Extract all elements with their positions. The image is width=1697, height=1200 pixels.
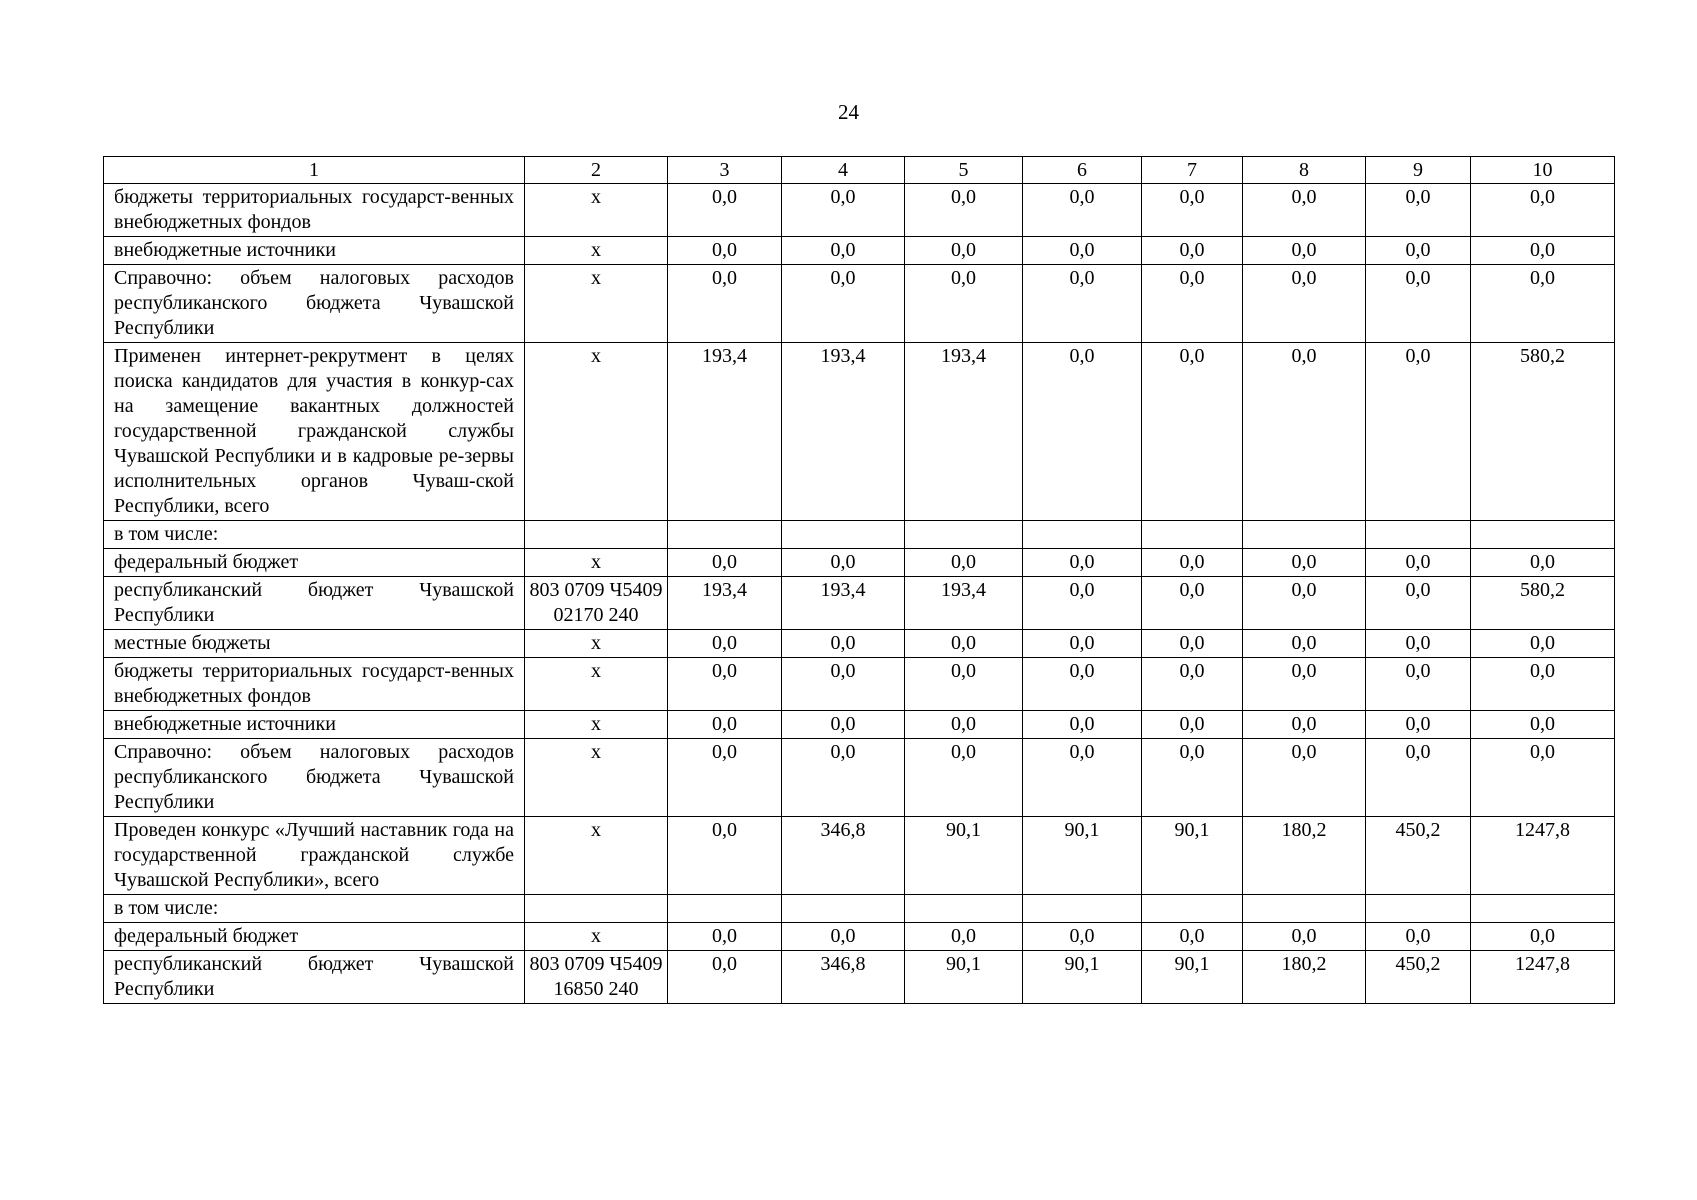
- value-cell: 0,0: [782, 630, 905, 658]
- value-cell: 0,0: [668, 951, 782, 1004]
- value-cell: 346,8: [782, 951, 905, 1004]
- value-cell: 193,4: [668, 343, 782, 521]
- column-number: 7: [1142, 157, 1243, 184]
- value-cell: 0,0: [782, 711, 905, 739]
- table-row: [104, 895, 1615, 923]
- value-cell: 0,0: [1023, 630, 1142, 658]
- value-cell: 193,4: [905, 577, 1023, 630]
- value-cell: [1366, 895, 1471, 923]
- table-row: [104, 521, 1615, 549]
- value-cell: 0,0: [1243, 711, 1366, 739]
- column-number: 5: [905, 157, 1023, 184]
- value-cell: 0,0: [905, 184, 1023, 237]
- budget-code-cell: x: [525, 343, 668, 521]
- table-row: [104, 951, 1615, 1004]
- table-row: [104, 658, 1615, 711]
- value-cell: [1366, 521, 1471, 549]
- value-cell: 0,0: [1142, 549, 1243, 577]
- column-number: 6: [1023, 157, 1142, 184]
- value-cell: 0,0: [782, 739, 905, 817]
- budget-code-cell: x: [525, 711, 668, 739]
- value-cell: [905, 521, 1023, 549]
- value-cell: 0,0: [1023, 577, 1142, 630]
- value-cell: 90,1: [1142, 817, 1243, 895]
- value-cell: 0,0: [1142, 343, 1243, 521]
- value-cell: 0,0: [1023, 711, 1142, 739]
- table-row: [104, 343, 1615, 521]
- value-cell: 0,0: [1142, 184, 1243, 237]
- row-name-cell: Проведен конкурс «Лучший наставник года на государственной гражданской службе Чувашской Республики», всего: [104, 817, 525, 895]
- row-name-cell: федеральный бюджет: [104, 549, 525, 577]
- value-cell: [668, 895, 782, 923]
- value-cell: 0,0: [1471, 739, 1615, 817]
- value-cell: 0,0: [1142, 658, 1243, 711]
- value-cell: 0,0: [905, 265, 1023, 343]
- budget-code-cell: 803 0709 Ч540902170 240: [525, 577, 668, 630]
- budget-code-cell: x: [525, 237, 668, 265]
- column-number: 3: [668, 157, 782, 184]
- value-cell: 0,0: [905, 739, 1023, 817]
- budget-code-cell: 803 0709 Ч540916850 240: [525, 951, 668, 1004]
- column-number: 2: [525, 157, 668, 184]
- value-cell: 0,0: [1366, 739, 1471, 817]
- value-cell: [668, 521, 782, 549]
- value-cell: 580,2: [1471, 577, 1615, 630]
- value-cell: [782, 895, 905, 923]
- value-cell: [1471, 521, 1615, 549]
- value-cell: 0,0: [668, 237, 782, 265]
- budget-code-cell: x: [525, 265, 668, 343]
- value-cell: 0,0: [905, 630, 1023, 658]
- value-cell: 580,2: [1471, 343, 1615, 521]
- value-cell: 0,0: [1023, 237, 1142, 265]
- budget-code-cell: x: [525, 184, 668, 237]
- budget-code-cell: x: [525, 549, 668, 577]
- value-cell: 0,0: [905, 711, 1023, 739]
- budget-code-cell: x: [525, 923, 668, 951]
- value-cell: 0,0: [1471, 237, 1615, 265]
- value-cell: [905, 895, 1023, 923]
- value-cell: 450,2: [1366, 951, 1471, 1004]
- value-cell: 90,1: [1023, 951, 1142, 1004]
- value-cell: 0,0: [1023, 549, 1142, 577]
- value-cell: [1243, 895, 1366, 923]
- value-cell: 0,0: [1243, 184, 1366, 237]
- value-cell: 0,0: [782, 658, 905, 711]
- value-cell: 0,0: [1243, 577, 1366, 630]
- value-cell: 0,0: [1366, 711, 1471, 739]
- value-cell: 0,0: [782, 265, 905, 343]
- value-cell: 0,0: [668, 265, 782, 343]
- row-name-cell: в том числе:: [104, 521, 525, 549]
- value-cell: 0,0: [1023, 658, 1142, 711]
- table-row: [104, 265, 1615, 343]
- value-cell: 90,1: [1142, 951, 1243, 1004]
- value-cell: 0,0: [1023, 265, 1142, 343]
- value-cell: 0,0: [1243, 923, 1366, 951]
- value-cell: 193,4: [782, 577, 905, 630]
- value-cell: 0,0: [1142, 630, 1243, 658]
- value-cell: 0,0: [1023, 923, 1142, 951]
- row-name-cell: в том числе:: [104, 895, 525, 923]
- table-row: [104, 577, 1615, 630]
- value-cell: 0,0: [1471, 923, 1615, 951]
- budget-code-cell: x: [525, 630, 668, 658]
- value-cell: 0,0: [1142, 577, 1243, 630]
- table-row: [104, 923, 1615, 951]
- value-cell: 0,0: [1142, 237, 1243, 265]
- value-cell: 0,0: [668, 549, 782, 577]
- row-name-cell: федеральный бюджет: [104, 923, 525, 951]
- value-cell: 0,0: [1366, 577, 1471, 630]
- value-cell: 0,0: [1366, 237, 1471, 265]
- value-cell: 0,0: [1023, 343, 1142, 521]
- value-cell: 0,0: [1243, 237, 1366, 265]
- value-cell: 0,0: [1471, 630, 1615, 658]
- value-cell: 0,0: [905, 923, 1023, 951]
- row-name-cell: местные бюджеты: [104, 630, 525, 658]
- row-name-cell: бюджеты территориальных государст-венных внебюджетных фондов: [104, 658, 525, 711]
- value-cell: 0,0: [782, 184, 905, 237]
- row-name-cell: Справочно: объем налоговых расходов республиканского бюджета Чувашской Республики: [104, 739, 525, 817]
- value-cell: [1142, 895, 1243, 923]
- row-name-cell: Справочно: объем налоговых расходов республиканского бюджета Чувашской Республики: [104, 265, 525, 343]
- value-cell: 193,4: [782, 343, 905, 521]
- column-number: 8: [1243, 157, 1366, 184]
- value-cell: 0,0: [668, 184, 782, 237]
- value-cell: [1471, 895, 1615, 923]
- value-cell: 0,0: [905, 549, 1023, 577]
- value-cell: [1142, 521, 1243, 549]
- value-cell: 0,0: [1243, 630, 1366, 658]
- value-cell: 0,0: [668, 923, 782, 951]
- value-cell: 0,0: [1471, 658, 1615, 711]
- value-cell: 1247,8: [1471, 951, 1615, 1004]
- value-cell: 0,0: [1023, 739, 1142, 817]
- row-name-cell: внебюджетные источники: [104, 711, 525, 739]
- value-cell: 0,0: [1243, 658, 1366, 711]
- value-cell: 90,1: [1023, 817, 1142, 895]
- value-cell: 0,0: [1142, 711, 1243, 739]
- value-cell: 0,0: [1023, 184, 1142, 237]
- row-name-cell: республиканский бюджет Чувашской Республики: [104, 951, 525, 1004]
- value-cell: 0,0: [1471, 184, 1615, 237]
- table-row: [104, 739, 1615, 817]
- budget-code-cell: x: [525, 658, 668, 711]
- column-number: 4: [782, 157, 905, 184]
- column-number-row: [104, 157, 1615, 184]
- value-cell: 0,0: [1243, 739, 1366, 817]
- value-cell: 180,2: [1243, 951, 1366, 1004]
- value-cell: 0,0: [668, 630, 782, 658]
- budget-code-cell: [525, 521, 668, 549]
- value-cell: 0,0: [1471, 265, 1615, 343]
- column-number: 1: [104, 157, 525, 184]
- value-cell: 0,0: [782, 237, 905, 265]
- value-cell: 0,0: [1142, 923, 1243, 951]
- value-cell: 0,0: [1471, 711, 1615, 739]
- column-number: 9: [1366, 157, 1471, 184]
- value-cell: 0,0: [1366, 658, 1471, 711]
- value-cell: [1023, 895, 1142, 923]
- value-cell: 0,0: [1366, 343, 1471, 521]
- value-cell: 193,4: [905, 343, 1023, 521]
- row-name-cell: республиканский бюджет Чувашской Республики: [104, 577, 525, 630]
- budget-code-cell: x: [525, 739, 668, 817]
- budget-code-cell: x: [525, 817, 668, 895]
- value-cell: 0,0: [668, 711, 782, 739]
- table-row: [104, 630, 1615, 658]
- value-cell: 450,2: [1366, 817, 1471, 895]
- row-name-cell: внебюджетные источники: [104, 237, 525, 265]
- value-cell: 1247,8: [1471, 817, 1615, 895]
- column-number: 10: [1471, 157, 1615, 184]
- value-cell: [1023, 521, 1142, 549]
- value-cell: 0,0: [1366, 630, 1471, 658]
- value-cell: 0,0: [782, 549, 905, 577]
- table-row: [104, 817, 1615, 895]
- value-cell: 90,1: [905, 817, 1023, 895]
- value-cell: 0,0: [1366, 265, 1471, 343]
- value-cell: 0,0: [1142, 739, 1243, 817]
- value-cell: 193,4: [668, 577, 782, 630]
- value-cell: 0,0: [1243, 549, 1366, 577]
- value-cell: 0,0: [1142, 265, 1243, 343]
- value-cell: 0,0: [1366, 923, 1471, 951]
- value-cell: [782, 521, 905, 549]
- value-cell: 0,0: [1243, 265, 1366, 343]
- value-cell: 90,1: [905, 951, 1023, 1004]
- value-cell: 0,0: [1366, 184, 1471, 237]
- page-number: 24: [838, 100, 859, 124]
- value-cell: 0,0: [905, 658, 1023, 711]
- value-cell: 0,0: [1471, 549, 1615, 577]
- value-cell: 0,0: [782, 923, 905, 951]
- table-row: [104, 549, 1615, 577]
- value-cell: 346,8: [782, 817, 905, 895]
- value-cell: [1243, 521, 1366, 549]
- row-name-cell: бюджеты территориальных государст-венных внебюджетных фондов: [104, 184, 525, 237]
- value-cell: 0,0: [668, 739, 782, 817]
- value-cell: 0,0: [1366, 549, 1471, 577]
- row-name-cell: Применен интернет-рекрутмент в целях поиска кандидатов для участия в конкур-сах на замещение вакантных должностей государственной гражданской службы Чувашской Республики и в кадровые ре-зервы исполнительных органов Чуваш-ской Республики, всего: [104, 343, 525, 521]
- table-row: [104, 184, 1615, 237]
- value-cell: 0,0: [668, 817, 782, 895]
- value-cell: 0,0: [905, 237, 1023, 265]
- value-cell: 180,2: [1243, 817, 1366, 895]
- table-row: [104, 711, 1615, 739]
- table-row: [104, 237, 1615, 265]
- table-body: [104, 157, 1615, 1004]
- value-cell: 0,0: [668, 658, 782, 711]
- budget-table: [103, 156, 1615, 1004]
- value-cell: 0,0: [1243, 343, 1366, 521]
- budget-code-cell: [525, 895, 668, 923]
